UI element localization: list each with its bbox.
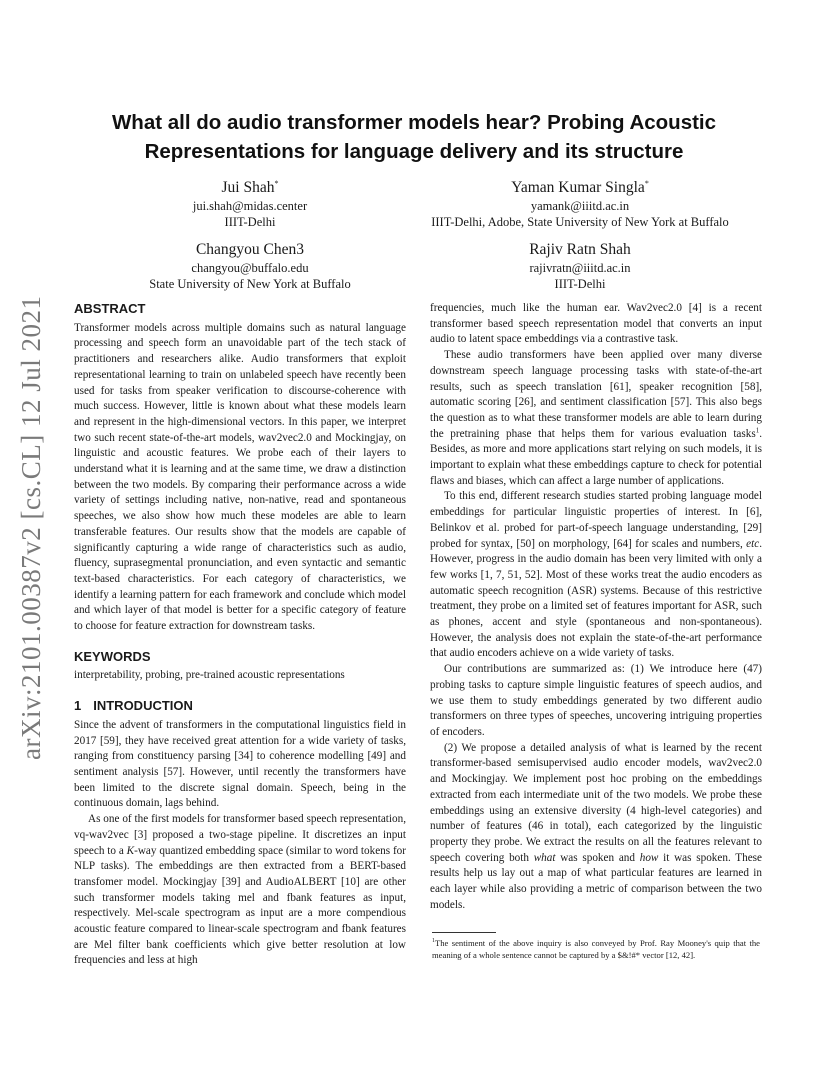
section-title: INTRODUCTION <box>93 698 193 714</box>
author-block-2 <box>405 178 755 230</box>
intro-paragraph-4: To this end, different research studies started probing language model embeddings for particular linguistic properties of interest. In [6], Belinkov et al. probed for part-of-speech language understanding, [29] probed for syntax, [50] on morphology, [64] for scales and numbers, etc. However, progress in the audio domain has been very limited with only a few works [1, 7, 51, 52]. Most of these works treat the audio encoders as automatic speech recognition (ASR) systems. Because of this restrictive treatment, they probe on a limited set of features important for ASR, such as phones, accent and style (spontaneous and non-spontaneous). However, the analysis does not explain the state-of-the-art performance that audio encoders achieve on a wide variety of tasks. <box>430 490 762 660</box>
arxiv-identifier: arXiv:2101.00387v2 [cs.CL] 12 Jul 2021 <box>16 295 46 760</box>
intro-paragraph-3: These audio transformers have been applied over many diverse downstream speech language processing tasks with state-of-the-art results, such as speech translation [61], speaker recognition [58], automatic scoring [26], and sentiment classification [57]. This also begs the question as to what these transformer models are able to learn during the pretraining phase that helps them for various evaluation tasks$^1$. Besides, as more and more applications start relying on such models, it is important to explain what these embeddings capture to check for potential flaws and biases, which can affect a large number of applications. <box>430 349 762 487</box>
author-email[interactable]: jui.shah@midas.center <box>192 199 308 213</box>
footnote-mark: 1 <box>432 938 435 945</box>
section-heading-introduction <box>74 698 406 714</box>
author-name: Yaman Kumar Singla* <box>511 178 649 196</box>
author-affiliation: IIIT-Delhi, Adobe, State University of New York at Buffalo <box>431 215 729 229</box>
intro-paragraph-6: (2) We propose a detailed analysis of what is learned by the recent transformer-based semisupervised audio encoder models, wav2vec2.0 and Mockingjay. We implement post hoc probing on the embeddings extracted from each intermediate unit of the two models. We probe these embeddings using an extensive diversity (4 high-level categories) and number of features (46 in total), each categorized by the linguistic property they probe. We extract the results on all the features relevant to speech covering both what was spoken and how it was spoken. These results help us lay out a map of what particular features are learned in each layer while also providing a metric of comparison between the two models. <box>430 741 763 911</box>
intro-paragraph-5: Our contributions are summarized as: (1) We introduce here (47) probing tasks to capture simple linguistic features of speech audios, and we use them to study embeddings generated by two different audio transformers on three types of speeches, uncovering intriguing properties of encoders. <box>430 663 762 738</box>
author-email[interactable]: rajivratn@iiitd.ac.in <box>529 261 631 275</box>
author-affiliation: IIIT-Delhi <box>554 277 606 291</box>
right-column <box>430 301 762 913</box>
left-column <box>74 301 406 969</box>
footnote-rule <box>432 932 496 933</box>
author-name: Changyou Chen3 <box>195 241 305 258</box>
arxiv-stamp <box>10 290 58 760</box>
footnote <box>432 937 760 961</box>
author-email[interactable]: yamank@iiitd.ac.in <box>530 199 630 213</box>
author-name: Jui Shah* <box>221 178 279 196</box>
intro-paragraph-1: Since the advent of transformers in the computational linguistics field in 2017 [59], they have received great attention for a wide variety of tasks, ranging from constituency parsing [34] to coherence modelling [49] and sentiment analysis [57]. However, until recently the transformers have been limited to the discrete signal domain. Speech, being in the continuous domain, lags behind. <box>74 718 406 810</box>
author-affiliation: State University of New York at Buffalo <box>149 277 351 291</box>
footnote-ref[interactable]: 1 <box>755 425 760 434</box>
author-affiliation: IIIT-Delhi <box>224 215 276 229</box>
footnote-text: The sentiment of the above inquiry is also conveyed by Prof. Ray Mooney's quip that the meaning of a whole sentence cannot be captured by a $&!#* vector [12, 42]. <box>432 938 760 960</box>
author-block-4 <box>480 240 680 292</box>
paper-title: What all do audio transformer models hear? Probing Acoustic Representations for language delivery and its structure <box>111 111 717 163</box>
abstract-text: Transformer models across multiple domains such as natural language processing and speech form an unavoidable part of the tech stack of practitioners and researchers alike. Audio transformers that exploit representational learning to train on unlabeled speech have recently been used for tasks from speaker verification to discourse-coherence with much success. However, little is known about what these models learn and represent in the high-dimensional vectors. In this paper, we interpret two such recent state-of-the-art models, wav2vec2.0 and Mockingjay, on linguistic and acoustic features. We probe each of their layers to understand what it is learning and at the same time, we draw a distinction between the two models. By comparing their performance across a wide variety of settings including native, non-native, read and spontaneous speeches, we also show how much these modeles are able to learn transferable features. Our results show that the models are capable of significantly capturing a wide range of characteristics such as audio, fluency, suprasegmental pronunciation, and even syntactic and semantic text-based characteristics. For each category of characteristics, we identify a learning pattern for each framework and conclude which model and which layer of that model is better for a specific category of feature to choose for feature extraction for downstream tasks. <box>74 321 406 633</box>
intro-paragraph-2-continued: frequencies, much like the human ear. Wav2vec2.0 [4] is a recent transformer based speech representation model that converts an input audio to latent space embeddings via a contrastive task. <box>430 302 762 346</box>
section-number: 1 <box>74 698 82 714</box>
author-block-3 <box>110 240 390 292</box>
abstract-heading: ABSTRACT <box>74 301 146 316</box>
keywords-text: interpretability, probing, pre-trained acoustic representations <box>74 669 345 682</box>
author-email[interactable]: changyou@buffalo.edu <box>191 261 309 275</box>
keywords-heading: KEYWORDS <box>74 648 151 664</box>
intro-paragraph-2: As one of the first models for transformer based speech representation, vq-wav2vec [3] proposed a two-stage pipeline. It discretizes an input speech to a K-way quantized embedding space (similar to word tokens for NLP tasks). The embeddings are then extracted from a BERT-based transfomer model. Mockingjay [39] and AudioALBERT [10] are other such transformer models taking mel and fbank features as input, respectively. Mel-scale spectrogram as input are a more compendious acoustic feature compared to linear-scale spectrogram and fbank features are Mel filter bank coefficients which give better resolution at low frequencies and less at high <box>74 813 406 967</box>
author-name: Rajiv Ratn Shah <box>529 241 631 258</box>
author-block-1 <box>150 178 350 230</box>
